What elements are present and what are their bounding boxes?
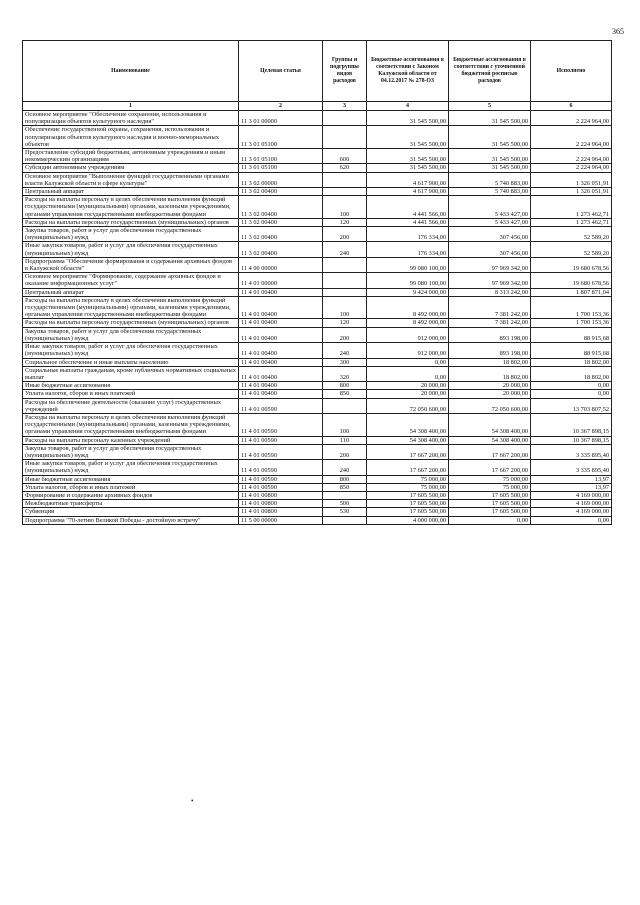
row-refined-allocation: 893 198,00 [449, 327, 531, 342]
row-refined-allocation: 5 433 427,00 [449, 196, 531, 219]
row-law-allocation: 17 605 500,00 [367, 508, 449, 516]
row-name: Уплата налогов, сборов и иных платежей [23, 483, 239, 491]
row-law-allocation: 8 492 000,00 [367, 296, 449, 319]
row-name: Формирование и содержание архивных фондов [23, 491, 239, 499]
row-refined-allocation: 307 456,00 [449, 242, 531, 257]
row-expense-group: 200 [323, 227, 367, 242]
row-expense-group: 100 [323, 413, 367, 436]
row-refined-allocation: 17 605 500,00 [449, 508, 531, 516]
column-number: 3 [323, 102, 367, 111]
row-name: Социальные выплаты гражданам, кроме публичных нормативных социальных выплат [23, 366, 239, 381]
row-target-code: 11 3 01 05100 [239, 164, 323, 172]
row-target-code: 11 4 01 00590 [239, 460, 323, 475]
row-law-allocation: 912 000,00 [367, 343, 449, 358]
row-refined-allocation: 7 381 242,00 [449, 319, 531, 327]
row-name: Расходы на выплаты персоналу государственных (муниципальных) органов [23, 218, 239, 226]
row-expense-group: 600 [323, 149, 367, 164]
row-target-code: 11 4 01 00400 [239, 319, 323, 327]
table-row [23, 475, 612, 483]
row-expense-group [323, 288, 367, 296]
row-law-allocation: 176 334,00 [367, 227, 449, 242]
row-name: Иные закупки товаров, работ и услуг для обеспечения государственных (муниципальных) нужд [23, 460, 239, 475]
table-row [23, 358, 612, 366]
row-expense-group: 800 [323, 475, 367, 483]
row-target-code: 11 3 02 00400 [239, 242, 323, 257]
row-law-allocation: 17 605 500,00 [367, 491, 449, 499]
row-executed: 13,97 [531, 483, 612, 491]
row-law-allocation: 99 080 100,00 [367, 257, 449, 272]
row-refined-allocation: 7 381 242,00 [449, 296, 531, 319]
row-name: Обеспечение государственной охраны, сохранения, использования и популяризации объектов культурного наследия и военно-мемориальных объектов [23, 126, 239, 149]
header-executed: Исполнено [531, 41, 612, 102]
table-row [23, 196, 612, 219]
table-body [23, 111, 612, 525]
row-name: Расходы на выплаты персоналу в целях обеспечения выполнения функций государственными (муниципальными) органами, казенными учреждениями, органами управления государственными внебюджетными фондами [23, 196, 239, 219]
header-group: Группы и подгруппы видов расходов [323, 41, 367, 102]
row-executed: 3 335 895,40 [531, 444, 612, 459]
table-row [23, 436, 612, 444]
row-law-allocation: 4 441 566,00 [367, 218, 449, 226]
row-executed: 19 680 678,56 [531, 257, 612, 272]
row-target-code: 11 4 01 00400 [239, 390, 323, 398]
row-executed: 3 335 895,40 [531, 460, 612, 475]
row-law-allocation: 912 000,00 [367, 327, 449, 342]
table-row [23, 111, 612, 126]
row-target-code: 11 4 01 00590 [239, 475, 323, 483]
row-name: Расходы на обеспечение деятельности (оказание услуг) государственных учреждений [23, 398, 239, 413]
table-row [23, 516, 612, 524]
row-executed: 88 915,68 [531, 343, 612, 358]
row-refined-allocation: 75 000,00 [449, 483, 531, 491]
column-number: 5 [449, 102, 531, 111]
row-law-allocation: 75 000,00 [367, 475, 449, 483]
page-number: 365 [612, 27, 624, 36]
row-target-code: 11 4 01 00400 [239, 343, 323, 358]
row-executed: 19 680 678,56 [531, 273, 612, 288]
row-name: Иные бюджетные ассигнования [23, 382, 239, 390]
row-expense-group: 200 [323, 444, 367, 459]
row-law-allocation: 31 545 500,00 [367, 164, 449, 172]
column-number: 2 [239, 102, 323, 111]
row-target-code: 11 4 00 00000 [239, 257, 323, 272]
row-refined-allocation: 31 545 500,00 [449, 164, 531, 172]
row-name: Закупка товаров, работ и услуг для обеспечения государственных (муниципальных) нужд [23, 327, 239, 342]
row-law-allocation: 0,00 [367, 366, 449, 381]
row-name: Предоставление субсидий бюджетным, автономным учреждениям и иным некоммерческим организациям [23, 149, 239, 164]
row-name: Расходы на выплаты персоналу в целях обеспечения выполнения функций государственными (муниципальными) органами, казенными учреждениями, органами управления государственными внебюджетными фондами [23, 413, 239, 436]
table-row [23, 491, 612, 499]
row-executed: 0,00 [531, 382, 612, 390]
row-name: Субвенции [23, 508, 239, 516]
row-target-code: 11 4 01 00400 [239, 382, 323, 390]
column-number: 1 [23, 102, 239, 111]
header-row [23, 41, 612, 102]
row-name: Субсидии автономным учреждениям [23, 164, 239, 172]
row-name: Подпрограмма "Обеспечение формирования и содержания архивных фондов в Калужской области" [23, 257, 239, 272]
row-law-allocation: 4 617 900,00 [367, 188, 449, 196]
table-row [23, 413, 612, 436]
row-name: Межбюджетные трансферты [23, 500, 239, 508]
row-target-code: 11 4 01 00590 [239, 413, 323, 436]
budget-table [22, 40, 612, 525]
row-refined-allocation: 97 969 342,00 [449, 273, 531, 288]
table-row [23, 273, 612, 288]
row-executed: 1 273 462,71 [531, 218, 612, 226]
row-law-allocation: 0,00 [367, 358, 449, 366]
row-law-allocation: 4 441 566,00 [367, 196, 449, 219]
row-law-allocation: 4 617 900,00 [367, 172, 449, 187]
row-expense-group: 110 [323, 436, 367, 444]
row-refined-allocation: 5 740 883,00 [449, 172, 531, 187]
row-executed: 1 273 462,71 [531, 196, 612, 219]
table-row [23, 296, 612, 319]
row-expense-group: 100 [323, 196, 367, 219]
row-refined-allocation: 5 740 883,00 [449, 188, 531, 196]
table-row [23, 288, 612, 296]
row-law-allocation: 99 080 100,00 [367, 273, 449, 288]
row-target-code: 11 3 02 00400 [239, 218, 323, 226]
row-refined-allocation: 97 969 342,00 [449, 257, 531, 272]
row-expense-group [323, 516, 367, 524]
table-row [23, 257, 612, 272]
row-name: Подпрограмма "70-летию Великой Победы - достойную встречу" [23, 516, 239, 524]
row-name: Расходы на выплаты персоналу казенных учреждений [23, 436, 239, 444]
row-law-allocation: 4 000 000,00 [367, 516, 449, 524]
row-name: Центральный аппарат [23, 188, 239, 196]
row-executed: 4 169 000,00 [531, 491, 612, 499]
row-executed: 52 589,20 [531, 242, 612, 257]
row-expense-group: 240 [323, 460, 367, 475]
row-refined-allocation: 17 667 200,00 [449, 444, 531, 459]
row-target-code: 11 4 01 00400 [239, 296, 323, 319]
row-name: Центральный аппарат [23, 288, 239, 296]
row-target-code: 11 4 01 00400 [239, 327, 323, 342]
table-row [23, 218, 612, 226]
row-target-code: 11 3 01 00000 [239, 111, 323, 126]
row-target-code: 11 4 01 00800 [239, 491, 323, 499]
row-executed: 2 224 964,00 [531, 149, 612, 164]
row-law-allocation: 75 000,00 [367, 483, 449, 491]
row-executed: 2 224 964,00 [531, 111, 612, 126]
row-refined-allocation: 31 545 500,00 [449, 149, 531, 164]
row-expense-group: 120 [323, 218, 367, 226]
row-target-code: 11 4 01 00800 [239, 500, 323, 508]
row-expense-group: 200 [323, 327, 367, 342]
row-refined-allocation: 72 050 600,00 [449, 398, 531, 413]
table-row [23, 500, 612, 508]
row-executed: 18 802,00 [531, 358, 612, 366]
row-expense-group: 120 [323, 319, 367, 327]
row-expense-group [323, 491, 367, 499]
row-refined-allocation: 31 545 500,00 [449, 126, 531, 149]
row-expense-group [323, 126, 367, 149]
row-law-allocation: 17 605 500,00 [367, 500, 449, 508]
row-name: Уплата налогов, сборов и иных платежей [23, 390, 239, 398]
row-target-code: 11 3 02 00400 [239, 196, 323, 219]
row-executed: 1 700 153,36 [531, 296, 612, 319]
table-row [23, 508, 612, 516]
row-target-code: 11 4 01 00400 [239, 366, 323, 381]
table-row [23, 398, 612, 413]
row-expense-group: 320 [323, 366, 367, 381]
row-target-code: 11 5 00 00000 [239, 516, 323, 524]
row-name: Иные закупки товаров, работ и услуг для обеспечения государственных (муниципальных) нужд [23, 343, 239, 358]
row-target-code: 11 3 01 05100 [239, 126, 323, 149]
row-refined-allocation: 20 000,00 [449, 390, 531, 398]
row-executed: 13,97 [531, 475, 612, 483]
row-law-allocation: 9 424 000,00 [367, 288, 449, 296]
row-expense-group: 100 [323, 296, 367, 319]
row-target-code: 11 4 01 00400 [239, 288, 323, 296]
row-target-code: 11 3 02 00000 [239, 172, 323, 187]
row-refined-allocation: 893 198,00 [449, 343, 531, 358]
row-name: Основное мероприятие "Выполнение функций государственными органами власти Калужской области в сфере культуры" [23, 172, 239, 187]
row-expense-group [323, 111, 367, 126]
row-law-allocation: 20 000,00 [367, 390, 449, 398]
row-executed: 10 367 898,15 [531, 413, 612, 436]
row-expense-group: 850 [323, 483, 367, 491]
row-law-allocation: 54 308 400,00 [367, 436, 449, 444]
row-executed: 18 802,00 [531, 366, 612, 381]
table-row [23, 366, 612, 381]
row-target-code: 11 3 01 05100 [239, 149, 323, 164]
row-law-allocation: 54 308 400,00 [367, 413, 449, 436]
row-executed: 4 169 000,00 [531, 508, 612, 516]
row-law-allocation: 72 050 600,00 [367, 398, 449, 413]
table-row [23, 382, 612, 390]
table-row [23, 319, 612, 327]
row-executed: 1 807 871,04 [531, 288, 612, 296]
row-target-code: 11 4 01 00000 [239, 273, 323, 288]
row-name: Закупка товаров, работ и услуг для обеспечения государственных (муниципальных) нужд [23, 227, 239, 242]
row-refined-allocation: 31 545 500,00 [449, 111, 531, 126]
row-refined-allocation: 8 313 242,00 [449, 288, 531, 296]
row-expense-group [323, 273, 367, 288]
row-name: Расходы на выплаты персоналу государственных (муниципальных) органов [23, 319, 239, 327]
row-expense-group: 500 [323, 500, 367, 508]
row-executed: 1 700 153,36 [531, 319, 612, 327]
table-row [23, 164, 612, 172]
row-law-allocation: 176 334,00 [367, 242, 449, 257]
table-row [23, 126, 612, 149]
table-row [23, 242, 612, 257]
table-row [23, 390, 612, 398]
row-expense-group: 300 [323, 358, 367, 366]
row-refined-allocation: 18 802,00 [449, 358, 531, 366]
table-row [23, 149, 612, 164]
row-name: Расходы на выплаты персоналу в целях обеспечения выполнения функций государственными (муниципальными) органами, казенными учреждениями, органами управления государственными внебюджетными фондами [23, 296, 239, 319]
row-expense-group: 240 [323, 242, 367, 257]
row-refined-allocation: 17 667 200,00 [449, 460, 531, 475]
row-executed: 13 703 807,52 [531, 398, 612, 413]
table-row [23, 172, 612, 187]
row-refined-allocation: 75 000,00 [449, 475, 531, 483]
row-expense-group: 240 [323, 343, 367, 358]
column-number-row [23, 102, 612, 111]
row-target-code: 11 4 01 00800 [239, 508, 323, 516]
row-target-code: 11 4 01 00590 [239, 398, 323, 413]
row-target-code: 11 3 02 00400 [239, 188, 323, 196]
row-name: Закупка товаров, работ и услуг для обеспечения государственных (муниципальных) нужд [23, 444, 239, 459]
row-target-code: 11 4 01 00400 [239, 358, 323, 366]
row-target-code: 11 4 01 00590 [239, 436, 323, 444]
header-code: Целевая статья [239, 41, 323, 102]
row-refined-allocation: 20 000,00 [449, 382, 531, 390]
row-refined-allocation: 0,00 [449, 516, 531, 524]
row-refined-allocation: 5 433 427,00 [449, 218, 531, 226]
row-law-allocation: 17 667 200,00 [367, 444, 449, 459]
row-expense-group: 800 [323, 382, 367, 390]
row-expense-group: 620 [323, 164, 367, 172]
row-expense-group: 530 [323, 508, 367, 516]
table-row [23, 327, 612, 342]
row-refined-allocation: 54 308 400,00 [449, 413, 531, 436]
row-law-allocation: 31 545 500,00 [367, 111, 449, 126]
row-executed: 2 224 964,00 [531, 164, 612, 172]
row-target-code: 11 4 01 00590 [239, 483, 323, 491]
row-executed: 1 326 051,91 [531, 188, 612, 196]
row-law-allocation: 31 545 500,00 [367, 149, 449, 164]
header-law-allocation: Бюджетные ассигнования в соответствии с Законом Калужской области от 04.12.2017 № 278-ОЗ [367, 41, 449, 102]
row-target-code: 11 4 01 00590 [239, 444, 323, 459]
header-name: Наименование [23, 41, 239, 102]
table-row [23, 460, 612, 475]
row-expense-group [323, 257, 367, 272]
row-law-allocation: 8 492 000,00 [367, 319, 449, 327]
table-row [23, 483, 612, 491]
table-row [23, 188, 612, 196]
table-row [23, 343, 612, 358]
row-refined-allocation: 307 456,00 [449, 227, 531, 242]
row-name: Социальное обеспечение и иные выплаты населению [23, 358, 239, 366]
table-row [23, 227, 612, 242]
row-expense-group [323, 398, 367, 413]
row-executed: 0,00 [531, 390, 612, 398]
scan-dot: • [191, 797, 194, 805]
row-law-allocation: 20 000,00 [367, 382, 449, 390]
row-expense-group [323, 188, 367, 196]
column-number: 6 [531, 102, 612, 111]
row-name: Основное мероприятие "Формирование, содержание архивных фондов и оказание информационных услуг" [23, 273, 239, 288]
row-executed: 1 326 051,91 [531, 172, 612, 187]
row-expense-group [323, 172, 367, 187]
row-expense-group: 850 [323, 390, 367, 398]
row-executed: 10 367 898,15 [531, 436, 612, 444]
row-executed: 4 169 000,00 [531, 500, 612, 508]
row-refined-allocation: 54 308 400,00 [449, 436, 531, 444]
row-executed: 0,00 [531, 516, 612, 524]
row-name: Иные бюджетные ассигнования [23, 475, 239, 483]
row-name: Основное мероприятие "Обеспечение сохранения, использования и популяризации объектов культурного наследия" [23, 111, 239, 126]
row-executed: 88 915,68 [531, 327, 612, 342]
row-law-allocation: 17 667 200,00 [367, 460, 449, 475]
row-name: Иные закупки товаров, работ и услуг для обеспечения государственных (муниципальных) нужд [23, 242, 239, 257]
row-law-allocation: 31 545 500,00 [367, 126, 449, 149]
table-row [23, 444, 612, 459]
row-refined-allocation: 17 605 500,00 [449, 500, 531, 508]
header-refined-allocation: Бюджетные ассигнования в соответствии с уточненной бюджетной росписью расходов [449, 41, 531, 102]
row-executed: 52 589,20 [531, 227, 612, 242]
row-target-code: 11 3 02 00400 [239, 227, 323, 242]
row-refined-allocation: 17 605 500,00 [449, 491, 531, 499]
row-executed: 2 224 964,00 [531, 126, 612, 149]
row-refined-allocation: 18 802,00 [449, 366, 531, 381]
column-number: 4 [367, 102, 449, 111]
